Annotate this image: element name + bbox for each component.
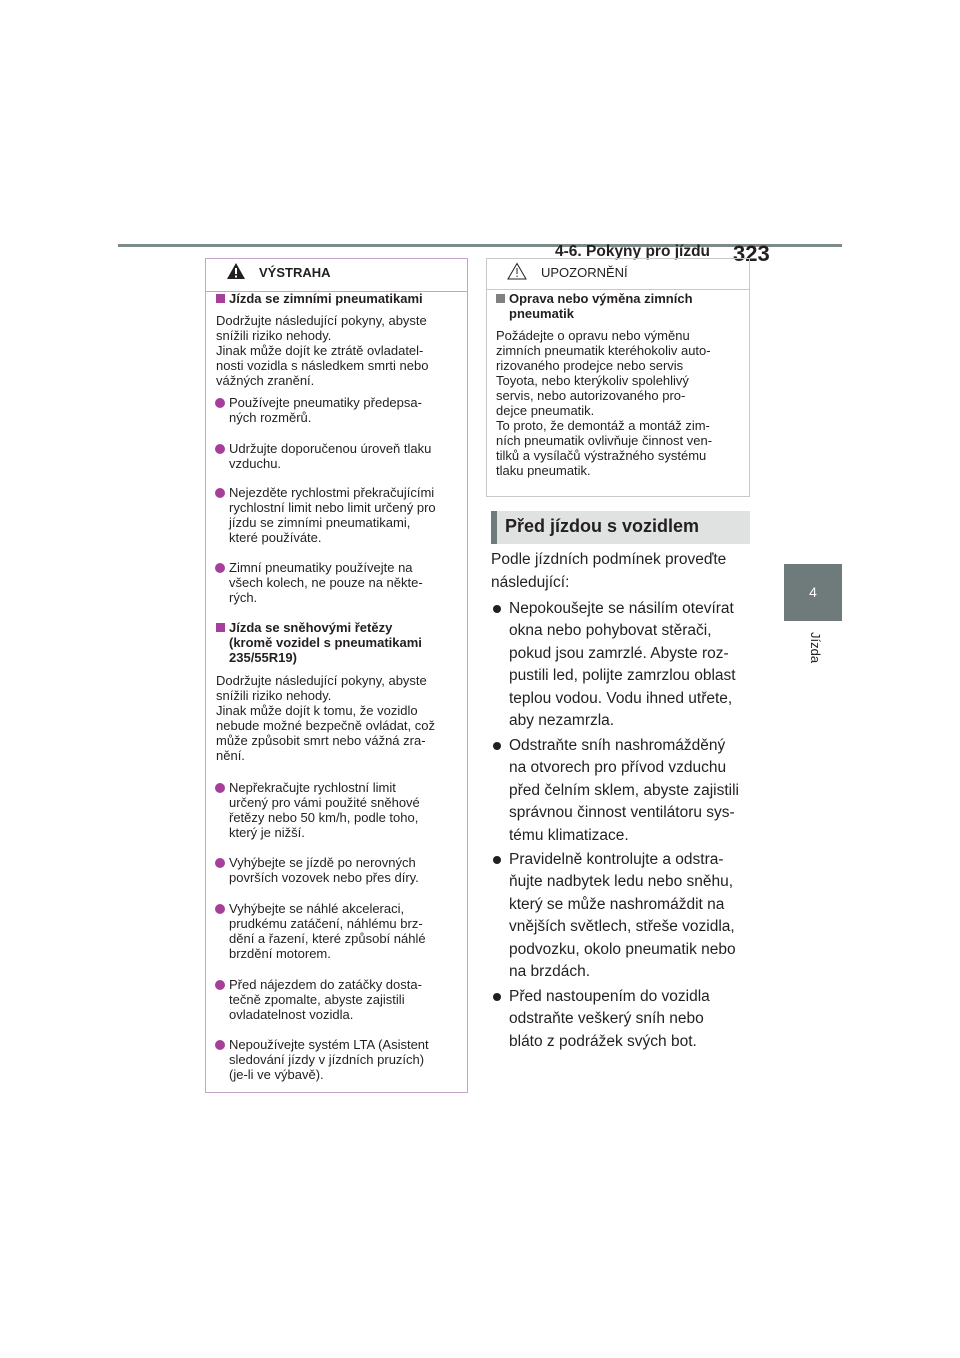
caution-triangle-icon — [507, 262, 527, 280]
section-title: 4-6. Pokyny pro jízdu — [555, 243, 711, 260]
warning-bullet-line: prudkému zatáčení, náhlému brz- — [229, 916, 423, 931]
warning-bullet-line: Vyhýbejte se jízdě po nerovných — [229, 855, 416, 870]
caution-body-line: To proto, že demontáž a montáž zim- — [496, 418, 710, 433]
warning-bullet-line: řetězy nebo 50 km/h, podle toho, — [229, 810, 419, 825]
caution-body-line: servis, nebo autorizovaného pro- — [496, 388, 686, 403]
warning-body-line: Jinak může dojít k tomu, že vozidlo — [216, 703, 418, 718]
warning-bullet-line: dění a řazení, které způsobí náhlé — [229, 931, 426, 946]
caution-body-line: tilků a vysílačů výstražného systému — [496, 448, 707, 463]
warning-bullet-line: sledování jízdy v jízdních pruzích) — [229, 1052, 425, 1067]
main-bullet-line: který se může nashromáždit na — [509, 896, 725, 913]
warning-body-line: snížili riziko nehody. — [216, 688, 332, 703]
warning-body-line: nění. — [216, 748, 245, 763]
bullet-dot-icon — [493, 742, 501, 750]
warning-bullet-line: Nepoužívejte systém LTA (Asistent — [229, 1037, 429, 1052]
warning-heading-2: Jízda se sněhovými řetězy — [229, 620, 393, 635]
bullet-dot-icon — [493, 856, 501, 864]
caution-body-line: Požádejte o opravu nebo výměnu — [496, 328, 690, 343]
warning-bullet-line: ných rozměrů. — [229, 410, 312, 425]
section-heading-bar — [491, 511, 750, 544]
warning-title: VÝSTRAHA — [259, 265, 331, 280]
section-square-icon — [496, 294, 505, 303]
warning-bullet-line: jízdu se zimními pneumatikami, — [229, 515, 411, 530]
warning-triangle-icon — [226, 262, 246, 280]
chapter-tab[interactable]: 4 — [784, 564, 842, 621]
warning-bullet-line: Nejezděte rychlostmi překračujícími — [229, 485, 435, 500]
intro-line: následující: — [491, 574, 570, 591]
caution-heading: Oprava nebo výměna zimních — [509, 291, 693, 306]
bullet-dot-icon — [215, 858, 225, 868]
warning-bullet-line: površích vozovek nebo přes díry. — [229, 870, 419, 885]
main-bullet-line: pokud jsou zamrzlé. Abyste roz- — [509, 645, 729, 662]
bullet-dot-icon — [493, 993, 501, 1001]
warning-bullet-line: tečně zpomalte, abyste zajistili — [229, 992, 405, 1007]
section-heading: Před jízdou s vozidlem — [505, 516, 700, 536]
warning-body-line: snížili riziko nehody. — [216, 328, 332, 343]
chapter-label: Jízda — [808, 632, 823, 664]
main-bullet-line: vnějších světlech, střeše vozidla, — [509, 918, 735, 935]
warning-heading-1: Jízda se zimními pneumatikami — [229, 291, 423, 306]
warning-body-line: Dodržujte následující pokyny, abyste — [216, 313, 427, 328]
warning-bullet-line: (je-li ve výbavě). — [229, 1067, 324, 1082]
caution-title: UPOZORNĚNÍ — [541, 265, 628, 280]
section-square-icon — [216, 623, 225, 632]
bullet-dot-icon — [215, 1040, 225, 1050]
caution-body-line: tlaku pneumatik. — [496, 463, 591, 478]
section-square-icon — [216, 294, 225, 303]
warning-bullet-line: vzduchu. — [229, 456, 282, 471]
warning-heading-2: (kromě vozidel s pneumatikami — [229, 635, 422, 650]
warning-heading-2: 235/55R19) — [229, 650, 297, 665]
bullet-dot-icon — [215, 488, 225, 498]
main-bullet-line: na brzdách. — [509, 963, 590, 980]
bullet-dot-icon — [493, 605, 501, 613]
warning-bullet-line: brzdění motorem. — [229, 946, 331, 961]
bullet-dot-icon — [215, 783, 225, 793]
main-bullet-line: správnou činnost ventilátoru sys- — [509, 804, 735, 821]
warning-bullet-line: které používáte. — [229, 530, 322, 545]
bullet-dot-icon — [215, 563, 225, 573]
main-bullet-line: Nepokoušejte se násilím otevírat — [509, 600, 734, 617]
caution-body-line: rizovaného prodejce nebo servis — [496, 358, 684, 373]
main-bullet-line: aby nezamrzla. — [509, 712, 615, 729]
main-bullet-line: tému klimatizace. — [509, 827, 629, 844]
main-bullet-line: Pravidelně kontrolujte a odstra- — [509, 851, 724, 868]
caution-heading: pneumatik — [509, 306, 575, 321]
main-bullet-line: bláto z podrážek svých bot. — [509, 1033, 697, 1050]
warning-bullet-line: Zimní pneumatiky používejte na — [229, 560, 413, 575]
main-bullet-line: pustili led, polijte zamrzlou oblast — [509, 667, 736, 684]
bullet-dot-icon — [215, 444, 225, 454]
main-bullet-line: Před nastoupením do vozidla — [509, 988, 710, 1005]
page-number: 323 — [733, 241, 770, 266]
warning-body-line: nebude možné bezpečně ovládat, což — [216, 718, 435, 733]
warning-bullet-line: který je nižší. — [229, 825, 305, 840]
intro-line: Podle jízdních podmínek proveďte — [491, 551, 727, 568]
warning-body-line: Jinak může dojít ke ztrátě ovladatel- — [216, 343, 424, 358]
main-bullet-line: podvozku, okolo pneumatik nebo — [509, 941, 736, 958]
caution-body-line: Toyota, nebo kterýkoliv spolehlivý — [496, 373, 689, 388]
warning-bullet-line: všech kolech, ne pouze na někte- — [229, 575, 423, 590]
warning-bullet-line: Používejte pneumatiky předepsa- — [229, 395, 422, 410]
main-bullet-line: okna nebo pohybovat stěrači, — [509, 622, 712, 639]
warning-bullet-line: rychlostní limit nebo limit určený pro — [229, 500, 436, 515]
caution-body-line: zimních pneumatik kteréhokoliv auto- — [496, 343, 711, 358]
caution-body-line: dejce pneumatik. — [496, 403, 595, 418]
main-bullet-line: odstraňte veškerý sníh nebo — [509, 1010, 704, 1027]
warning-bullet-line: rých. — [229, 590, 258, 605]
main-bullet-line: na otvorech pro přívod vzduchu — [509, 759, 727, 776]
warning-bullet-line: Před nájezdem do zatáčky dosta- — [229, 977, 422, 992]
warning-bullet-line: Udržujte doporučenou úroveň tlaku — [229, 441, 432, 456]
warning-body-line: Dodržujte následující pokyny, abyste — [216, 673, 427, 688]
warning-bullet-line: určený pro vámi použité sněhové — [229, 795, 420, 810]
warning-bullet-line: Nepřekračujte rychlostní limit — [229, 780, 396, 795]
main-bullet-line: Odstraňte sníh nashromážděný — [509, 737, 726, 754]
warning-body-line: nosti vozidla s následkem smrti nebo — [216, 358, 429, 373]
warning-body-line: vážných zranění. — [216, 373, 315, 388]
warning-bullet-line: ovladatelnost vozidla. — [229, 1007, 354, 1022]
warning-body-line: může způsobit smrt nebo vážná zra- — [216, 733, 426, 748]
warning-bullet-line: Vyhýbejte se náhlé akceleraci, — [229, 901, 405, 916]
main-bullet-line: před čelním sklem, abyste zajistili — [509, 782, 739, 799]
bullet-dot-icon — [215, 904, 225, 914]
main-bullet-line: ňujte nadbytek ledu nebo sněhu, — [509, 873, 734, 890]
bullet-dot-icon — [215, 980, 225, 990]
caution-body-line: ních pneumatik ovlivňuje činnost ven- — [496, 433, 713, 448]
main-bullet-line: teplou vodou. Vodu ihned utřete, — [509, 690, 733, 707]
bullet-dot-icon — [215, 398, 225, 408]
